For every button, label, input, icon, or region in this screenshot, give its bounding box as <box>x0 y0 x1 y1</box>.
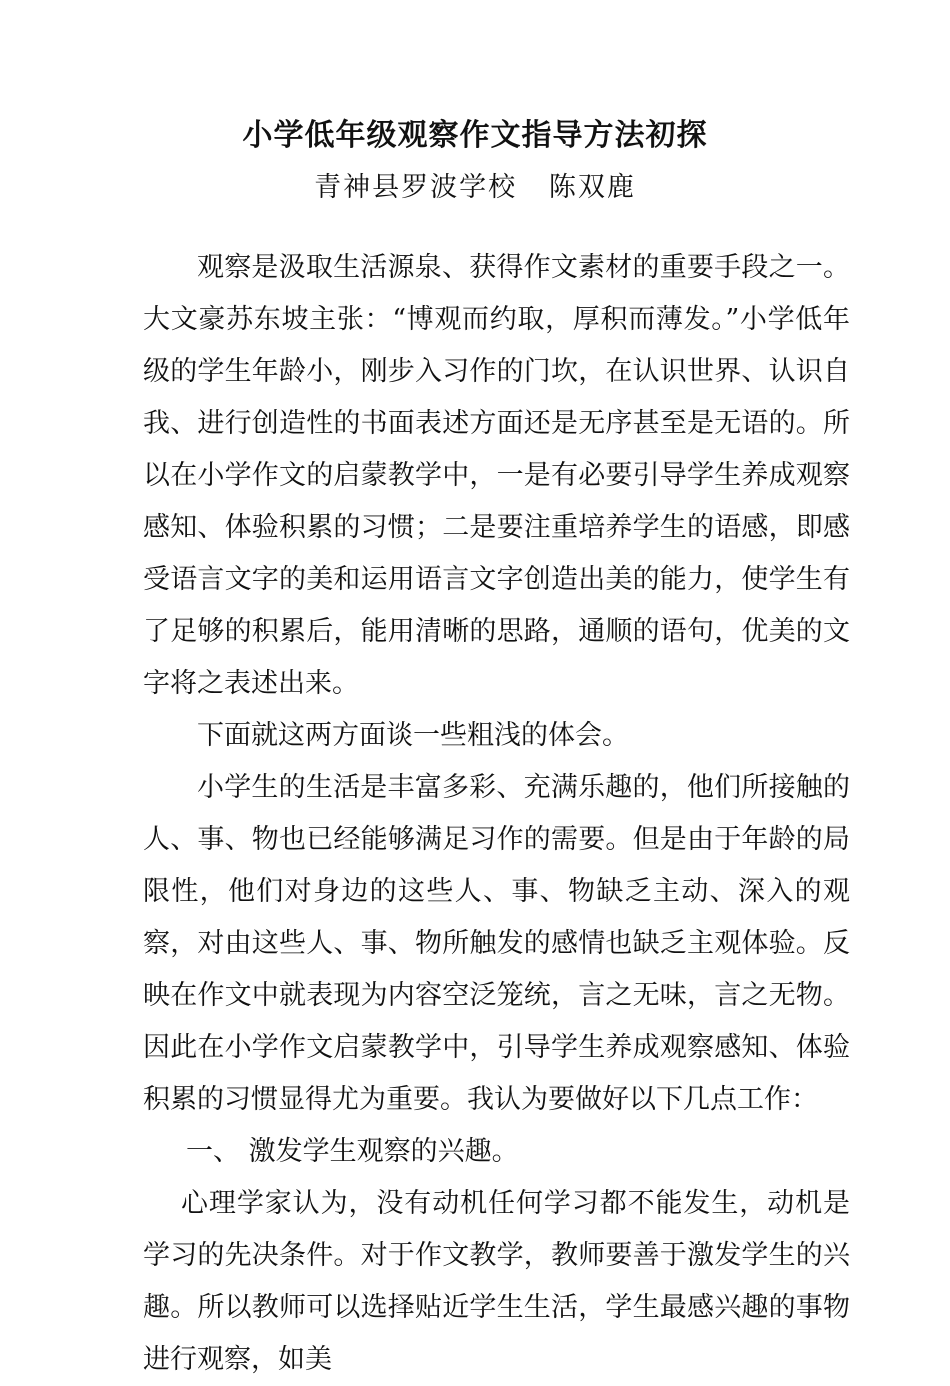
paragraph-observation: 小学生的生活是丰富多彩、充满乐趣的，他们所接触的人、事、物也已经能够满足习作的需要。但是由于年龄的局限性，他们对身边的这些人、事、物缺乏主动、深入的观察，对由这些人、事、物所触发的感情也缺乏主观体验。反映在作文中就表现为内容空泛笼统，言之无味，言之无物。因此在小学作文启蒙教学中，引导学生养成观察感知、体验积累的习惯显得尤为重要。我认为要做好以下几点工作： <box>143 772 850 1115</box>
section-heading-1: 一、 激发学生观察的兴趣。 <box>186 1136 519 1167</box>
document-title: 小学低年级观察作文指导方法初探 <box>242 118 708 153</box>
document-body <box>143 242 850 1386</box>
author-line: 青神县罗波学校 陈双鹿 <box>314 172 636 203</box>
paragraph-section-1: 心理学家认为，没有动机任何学习都不能发生，动机是学习的先决条件。对于作文教学，教师要善于激发学生的兴趣。所以教师可以选择贴近学生生活，学生最感兴趣的事物进行观察，如美 <box>143 1188 850 1375</box>
paragraph-intro: 观察是汲取生活源泉、获得作文素材的重要手段之一。大文豪苏东坡主张：“博观而约取，厚积而薄发。”小学低年级的学生年龄小，刚步入习作的门坎，在认识世界、认识自我、进行创造性的书面表述方面还是无序甚至是无语的。所以在小学作文的启蒙教学中，一是有必要引导学生养成观察感知、体验积累的习惯；二是要注重培养学生的语感，即感受语言文字的美和运用语言文字创造出美的能力，使学生有了足够的积累后，能用清晰的思路，通顺的语句，优美的文字将之表述出来。 <box>143 252 850 699</box>
paragraph-transition: 下面就这两方面谈一些粗浅的体会。 <box>197 720 629 751</box>
